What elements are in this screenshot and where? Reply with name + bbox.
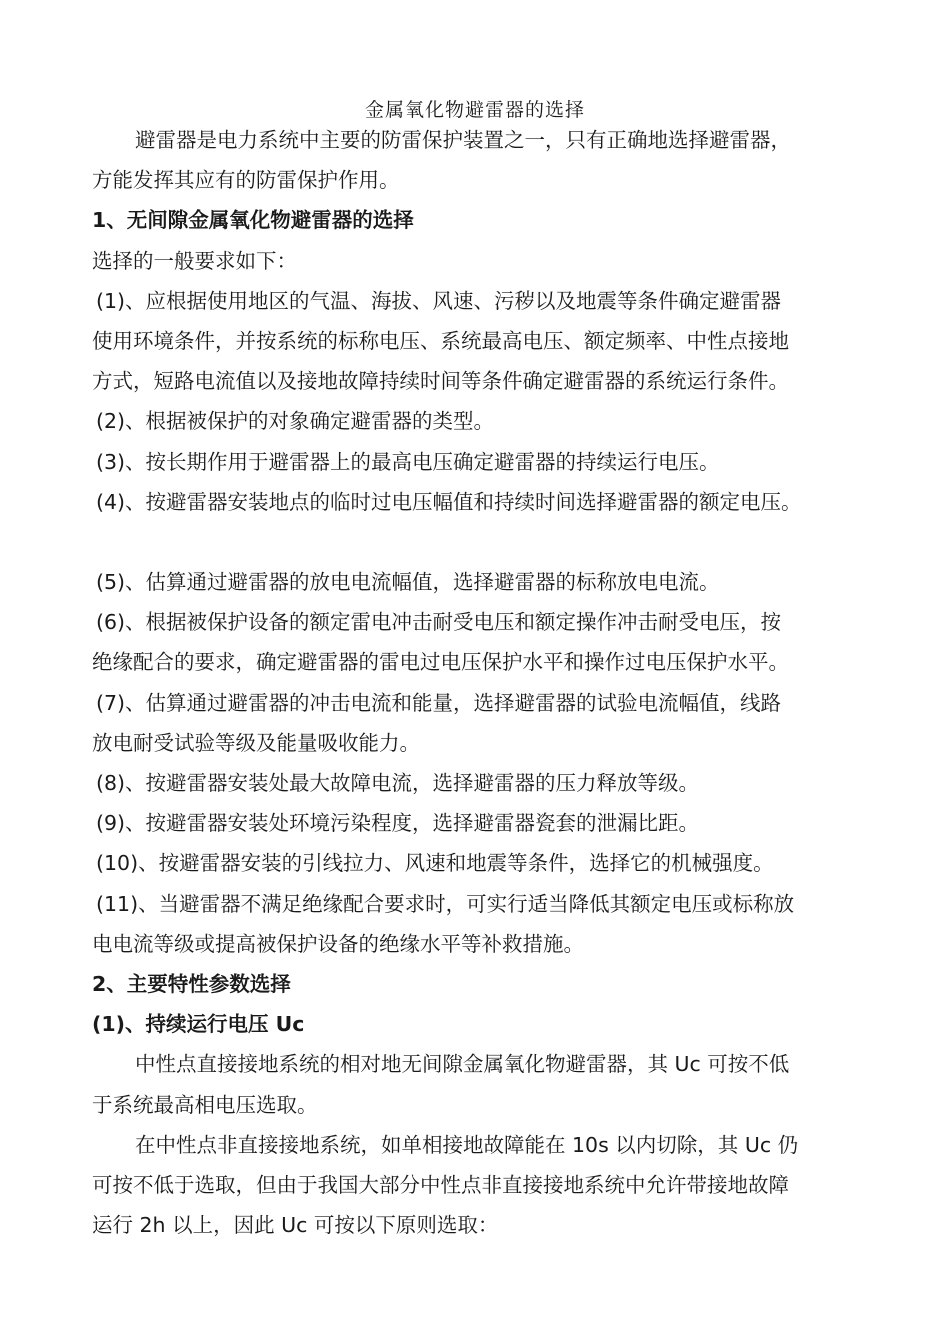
item-1-line-3: 方式，短路电流值以及接地故障持续时间等条件确定避雷器的系统运行条件。 [92,369,789,394]
item-11-line-1: (11)、当避雷器不满足绝缘配合要求时，可实行适当降低其额定电压或标称放 [96,891,795,916]
intro-line-2: 方能发挥其应有的防雷保护作用。 [92,168,400,193]
item-6-line-1: (6)、根据被保护设备的额定雷电冲击耐受电压和额定操作冲击耐受电压，按 [96,610,782,635]
item-2: (2)、根据被保护的对象确定避雷器的类型。 [96,409,495,434]
section2-sub1-heading: (1)、持续运行电压 Uc [92,1012,305,1037]
item-11-line-2: 电电流等级或提高被保护设备的绝缘水平等补救措施。 [92,931,584,956]
sub1-p2-line-2: 可按不低于选取，但由于我国大部分中性点非直接接地系统中允许带接地故障 [92,1172,789,1197]
intro-line-1: 避雷器是电力系统中主要的防雷保护装置之一，只有正确地选择避雷器， [135,128,791,152]
section1-heading: 1、无间隙金属氧化物避雷器的选择 [92,208,414,233]
blank-line [92,522,882,562]
document-title: 金属氧化物避雷器的选择 [364,99,585,121]
sub1-p2-line-3: 运行 2h 以上，因此 Uc 可按以下原则选取： [92,1213,499,1238]
document-body [92,120,882,1245]
item-1-line-1: (1)、应根据使用地区的气温、海拔、风速、污秽以及地震等条件确定避雷器 [96,288,782,313]
item-7-line-2: 放电耐受试验等级及能量吸收能力。 [92,730,420,755]
item-1-line-2: 使用环境条件，并按系统的标称电压、系统最高电压、额定频率、中性点接地 [92,328,789,353]
section1-lead: 选择的一般要求如下： [92,248,297,273]
sub1-p1-line-1: 中性点直接接地系统的相对地无间隙金属氧化物避雷器，其 Uc 可按不低 [135,1052,790,1077]
item-10: (10)、按避雷器安装的引线拉力、风速和地震等条件，选择它的机械强度。 [96,851,774,876]
item-8: (8)、按避雷器安装处最大故障电流，选择避雷器的压力释放等级。 [96,771,700,795]
sub1-p2-line-1: 在中性点非直接接地系统，如单相接地故障能在 10s 以内切除，其 Uc 仍 [135,1132,799,1157]
item-7-line-1: (7)、估算通过避雷器的冲击电流和能量，选择避雷器的试验电流幅值，线路 [96,690,782,715]
item-9: (9)、按避雷器安装处环境污染程度，选择避雷器瓷套的泄漏比距。 [96,811,700,836]
section2-heading: 2、主要特性参数选择 [92,971,291,996]
item-5: (5)、估算通过避雷器的放电电流幅值，选择避雷器的标称放电电流。 [96,570,720,595]
item-6-line-2: 绝缘配合的要求，确定避雷器的雷电过电压保护水平和操作过电压保护水平。 [92,650,789,675]
item-3: (3)、按长期作用于避雷器上的最高电压确定避雷器的持续运行电压。 [96,449,720,474]
item-4: (4)、按避雷器安装地点的临时过电压幅值和持续时间选择避雷器的额定电压。 [96,489,802,514]
sub1-p1-line-2: 于系统最高相电压选取。 [92,1092,318,1117]
